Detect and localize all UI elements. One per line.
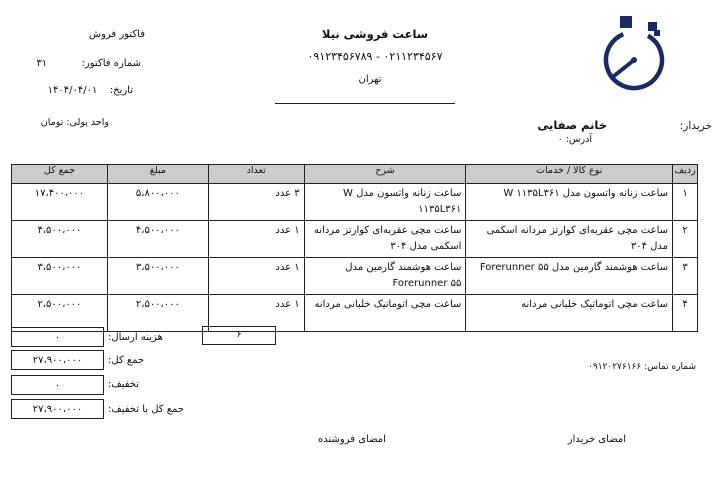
discount-value: ۰ — [11, 375, 104, 395]
contact-phone: ۰۹۱۲۰۲۷۶۱۶۶ — [588, 362, 642, 372]
address-value: ۰ — [557, 134, 563, 145]
contact-row — [588, 362, 696, 372]
row-index: ۴ — [673, 295, 698, 332]
table-row — [12, 221, 698, 258]
header-description: شرح — [304, 165, 466, 184]
store-city: تهران — [358, 74, 382, 85]
invoice-date-label: تاریخ: — [109, 85, 133, 96]
row-item: ساعت زنانه واتسون مدل W ۱۱۳۵L۳۶۱ — [466, 184, 673, 221]
header-total: جمع کل — [12, 165, 108, 184]
quantity-sum: ۶ — [202, 326, 276, 345]
table-header-row — [12, 165, 698, 184]
buyer-name: خانم صفایی — [537, 118, 607, 132]
row-item: ساعت مچی عقربه‌ای کوارتز مردانه اسکمی مدل ۳۰۴ — [466, 221, 673, 258]
row-total: ۱۷،۴۰۰،۰۰۰ — [12, 184, 108, 221]
row-description: ساعت هوشمند گارمین مدل Forerunner ۵۵ — [304, 258, 466, 295]
seller-signature-label: امضای فروشنده — [318, 434, 386, 445]
row-total: ۲،۵۰۰،۰۰۰ — [12, 295, 108, 332]
header-price: مبلغ — [107, 165, 208, 184]
row-price: ۴،۵۰۰،۰۰۰ — [107, 221, 208, 258]
header-item: نوع کالا / خدمات — [466, 165, 673, 184]
header-quantity: تعداد — [208, 165, 304, 184]
row-quantity: ۳ عدد — [208, 184, 304, 221]
invoice-date: ۱۴۰۴/۰۴/۰۱ — [47, 85, 98, 96]
store-phones: ۰۹۱۲۳۴۵۶۷۸۹ - ۰۲۱۱۲۳۴۵۶۷ — [307, 50, 443, 63]
row-item: ساعت هوشمند گارمین مدل Forerunner ۵۵ — [466, 258, 673, 295]
store-name: ساعت فروشی نیلا — [321, 27, 429, 41]
final-total-label: جمع کل با تخفیف: — [108, 404, 185, 415]
invoice-date-row — [48, 85, 133, 96]
row-quantity: ۱ عدد — [208, 258, 304, 295]
shipping-label: هزینه ارسال: — [108, 332, 163, 343]
sum-value: ۲۷،۹۰۰،۰۰۰ — [11, 350, 104, 370]
row-quantity: ۱ عدد — [208, 221, 304, 258]
row-description: ساعت زنانه واتسون مدل W ۱۱۳۵L۳۶۱ — [304, 184, 466, 221]
row-total: ۳،۵۰۰،۰۰۰ — [12, 258, 108, 295]
header-divider — [275, 103, 455, 104]
invoice-number-row — [36, 58, 141, 69]
discount-label: تخفیف: — [108, 379, 140, 390]
shipping-value: ۰ — [11, 327, 104, 347]
address-row — [558, 134, 592, 145]
currency-row — [41, 117, 109, 128]
contact-label: شماره تماس: — [644, 362, 696, 372]
row-description: ساعت مچی اتوماتیک خلبانی مردانه — [304, 295, 466, 332]
table-row — [12, 258, 698, 295]
currency-value: تومان — [40, 117, 64, 128]
table-row — [12, 295, 698, 332]
sum-label: جمع کل: — [108, 355, 145, 366]
currency-label: واحد پولی: — [66, 117, 109, 128]
items-table — [11, 164, 698, 332]
buyer-signature-label: امضای خریدار — [567, 434, 626, 445]
table-row — [12, 184, 698, 221]
row-quantity: ۱ عدد — [208, 295, 304, 332]
buyer-label: خریدار: — [679, 120, 712, 132]
stopwatch-icon — [598, 8, 670, 98]
final-total-value: ۲۷،۹۰۰،۰۰۰ — [11, 399, 104, 419]
row-total: ۴،۵۰۰،۰۰۰ — [12, 221, 108, 258]
header-index: ردیف — [673, 165, 698, 184]
invoice-number: ۳۱ — [36, 58, 48, 69]
row-description: ساعت مچی عقربه‌ای کوارتز مردانه اسکمی مدل ۳۰۴ — [304, 221, 466, 258]
row-price: ۳،۵۰۰،۰۰۰ — [107, 258, 208, 295]
address-label: آدرس: — [565, 134, 592, 145]
row-item: ساعت مچی اتوماتیک خلبانی مردانه — [466, 295, 673, 332]
row-price: ۵،۸۰۰،۰۰۰ — [107, 184, 208, 221]
invoice-number-label: شماره فاکتور: — [81, 58, 141, 69]
row-index: ۱ — [673, 184, 698, 221]
row-index: ۳ — [673, 258, 698, 295]
row-price: ۲،۵۰۰،۰۰۰ — [107, 295, 208, 332]
document-title: فاکتور فروش — [88, 29, 145, 40]
row-index: ۲ — [673, 221, 698, 258]
